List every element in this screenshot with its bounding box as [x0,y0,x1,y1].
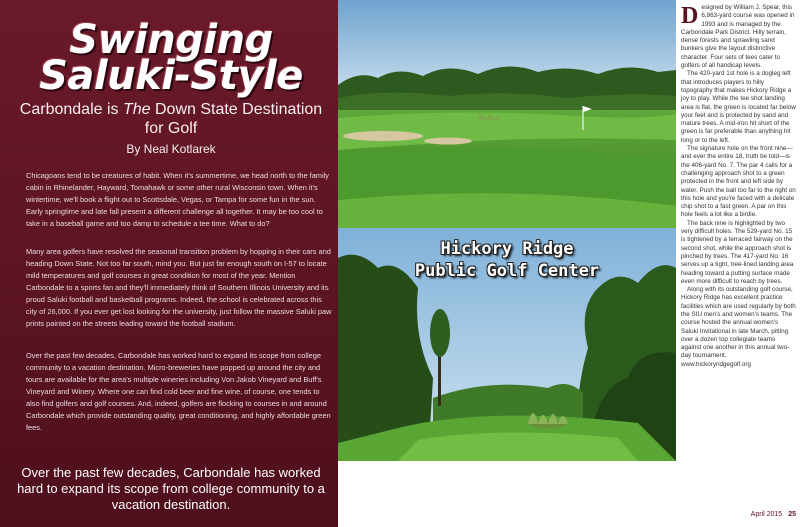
fairway-flag-image [338,0,676,228]
golf-course-photo-top [338,0,676,228]
review-paragraph: Along with its outstanding golf course, Hickory Ridge has excellent practice facilities which are used regularly by both the SIU men's and women's teams. The course hosted the annual women's Saluki Invitational in late March, pitting over a dozen top collegiate teams against one another in this annual two-day tournament. www.hickoryridgegolf.org [681,286,796,368]
course-name-line-1: Hickory Ridge [440,239,574,259]
issue-date: April 2015 [750,511,783,518]
pull-quote: Over the past few decades, Carbondale has worked hard to expand its scope from college community to a vacation destination. [17,465,325,512]
body-paragraph: Chicagoans tend to be creatures of habit. When it's summertime, we head north to the family cabin in Rhinelander, Hayward, Tomahawk or some other rural Wisconsin town. When it's wintertime, we'll book a flight out to Scottsdale, Vegas, or Tampa for some fun in the sun. Early springtime and late fall present a different challenge all together. It may be too cool to take in a baseball game and too damp to schedule a tee time. What to do? [26,171,329,228]
subtitle-post: Down State Destination for Golf [144,101,323,137]
body-paragraph: Over the past few decades, Carbondale has worked hard to expand its scope from college community to a vacation destination. Micro-breweries have popped up around the city and tours are available for the area's multiple wineries including Von Jakob Vineyard and Buff's Vineyard and Winery. Where one can find cold beer and fine wine, of course, one tends to also find golfers and golf courses. And, indeed, golfers are flocking to courses in and around Carbondale which provide outstanding quality, great conditioning, and highly affordable green fees. [26,351,331,432]
review-paragraph: The back nine is highlighted by two very difficult holes. The 529-yard No. 15 is tightened by a terraced fairway on the second shot, while the approach shot is pinched by trees. The 417-yard No. 16 serves up a tight, tree-lined landing area heading toward a putting surface made even more difficult to reach by trees. [681,219,794,285]
subtitle-pre: Carbondale is [19,101,123,118]
review-paragraph [681,4,797,70]
course-review-column [681,4,797,509]
course-name-line-2: Public Golf Center [414,261,600,281]
title-line-1: Swinging [69,17,273,63]
drop-cap: D [681,3,699,29]
left-page-panel [0,0,338,527]
review-paragraph: The signature hole on the front nine—and ever the entire 18, truth be told—is the 406-yard No. 7. The par 4 calls for a challenging approach shot to a green protected in the front and left side by water. Push the ball too far to the right on this hole and you're faced with a delicate chip shot to a fast green. A par on this hole feels a lot like a birdie. [681,145,796,219]
title-line-2: Saluki-Style [39,53,303,99]
subtitle-emphasis: The [122,101,151,118]
body-paragraph: Many area golfers have resolved the seasonal transition problem by hopping in their cars and heading Down State. Not too far south, mind you. But just far enough south on I-57 to locate mild temperatures and golf courses in great condition for most of the year. Mention Carbondale to a sports fan and they'll immediately think of Southern Illinois University and its proud Saluki football and basketball programs. Indeed, the school is celebrated across this city of 26,000. If you ever get lost looking for the university, just follow the massive Saluki paw prints painted on the streets leading toward the football stadium. [26,247,332,328]
byline: By Neal Kotlarek [126,142,216,156]
article-title [18,17,324,99]
review-paragraph: The 420-yard 1st hole is a dogleg left that introduces players to hilly topography that makes Hickory Ridge a joy to play. While the tee shot landing area is flat, the green is located far below your feet and is protected by sand and mature trees. A mid-iron hit short of the green is far preferable than anything hit long or to the left. [681,70,796,144]
review-paragraph-text: esigned by William J. Spear, this 6,863-yard course was opened in 1993 and is managed by the Carbondale Park District. Hilly terrain, dense forests and sprawling sand bunkers give the layout distinctive character. Four sets of tees cater to golfers of all handicap levels. [681,4,795,70]
page-folio [726,511,796,518]
article-subtitle [18,100,324,138]
course-name-overlay [338,238,676,282]
page-number: 25 [788,511,796,518]
